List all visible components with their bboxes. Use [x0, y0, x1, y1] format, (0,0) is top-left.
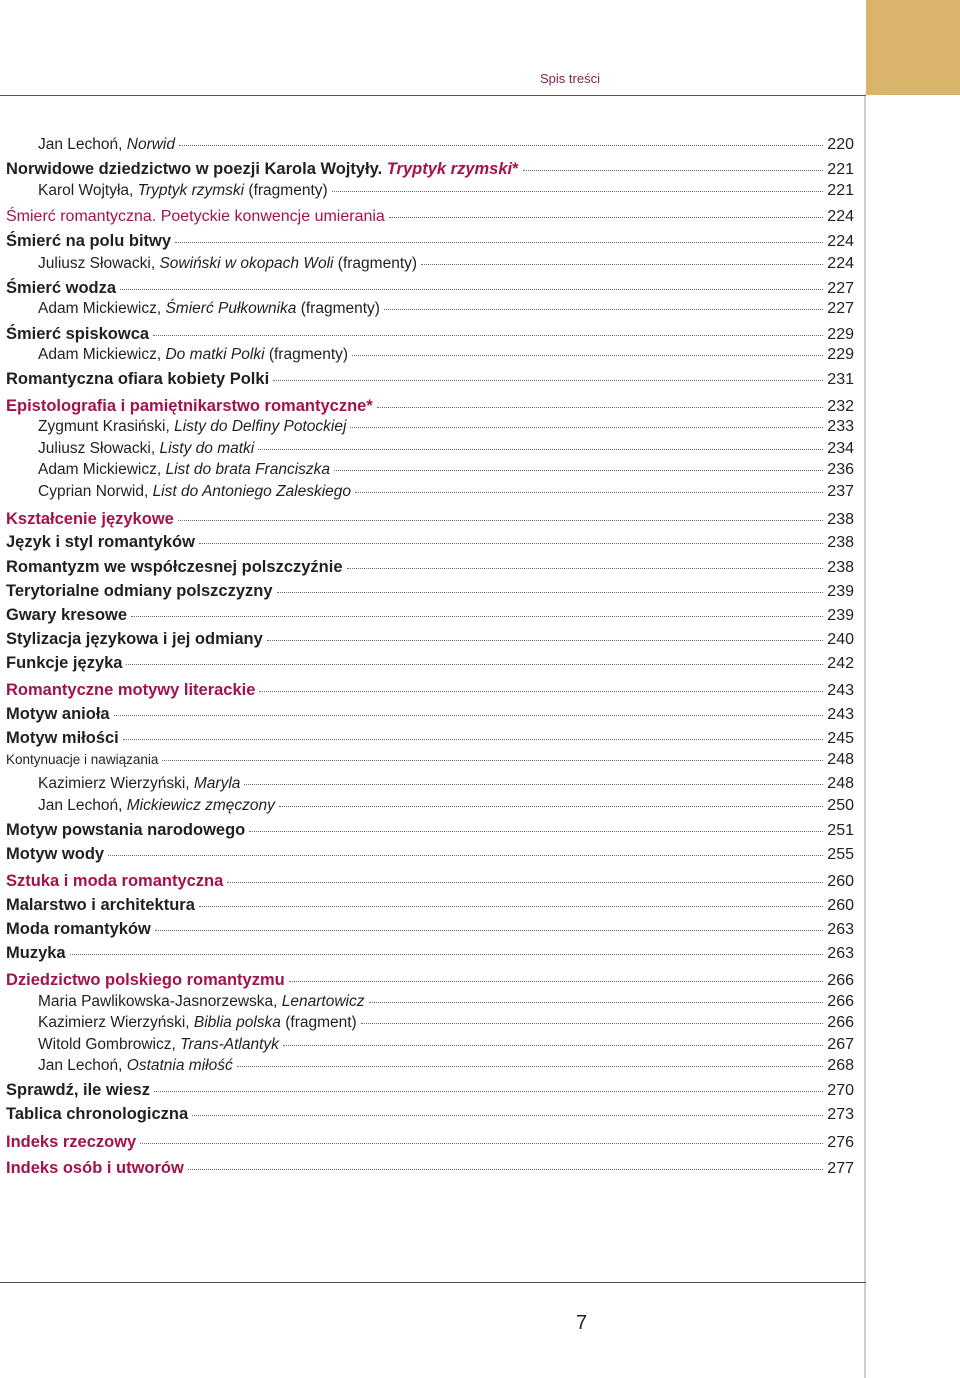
- toc-entry-title: [6, 1132, 136, 1152]
- toc-entry-suffix: (fragmenty): [296, 300, 380, 317]
- dot-leader: [199, 905, 823, 907]
- toc-entry-title: [6, 871, 223, 891]
- toc-entry-text: Karol Wojtyła,: [38, 182, 138, 199]
- toc-entry-page: 266: [827, 993, 854, 1010]
- toc-entry-title: [38, 1056, 233, 1076]
- toc-entry-page: 267: [827, 1036, 854, 1053]
- dot-leader: [249, 830, 823, 832]
- toc-entry-page: 255: [827, 846, 854, 863]
- toc-entry-title: [38, 1035, 279, 1055]
- dot-leader: [267, 639, 824, 641]
- toc-entry-text: Adam Mickiewicz,: [38, 461, 166, 478]
- toc-entry-title: [6, 844, 104, 864]
- toc-entry-text: Romantyczna ofiara kobiety Polki: [6, 370, 270, 388]
- toc-entry-title: [6, 396, 373, 416]
- toc-entry: [6, 324, 854, 345]
- toc-entry: [38, 992, 854, 1012]
- toc-entry-text: Adam Mickiewicz,: [38, 346, 166, 363]
- dot-leader: [123, 738, 824, 740]
- dot-leader: [155, 929, 823, 931]
- toc-entry-page: 243: [827, 706, 854, 723]
- toc-entry-page: 234: [827, 440, 854, 457]
- page-number: 7: [576, 1312, 588, 1334]
- toc-entry: [6, 1132, 854, 1153]
- toc-entry-text: Malarstwo i architektura: [6, 896, 195, 914]
- toc-entry-title: [6, 1158, 184, 1178]
- toc-entry: [38, 439, 854, 459]
- toc-entry-page: 266: [827, 972, 854, 989]
- toc-entry: [38, 299, 854, 319]
- dot-leader: [283, 1044, 823, 1046]
- footer-rule: [0, 1282, 866, 1283]
- toc-entry-text: Jan Lechoń,: [38, 797, 127, 814]
- toc-entry: [6, 820, 854, 841]
- toc-entry: [6, 750, 854, 770]
- toc-entry-suffix: (fragmenty): [244, 182, 328, 199]
- toc-entry: [6, 581, 854, 602]
- toc-entry-text: Maria Pawlikowska-Jasnorzewska,: [38, 993, 282, 1010]
- toc-entry-text: Motyw miłości: [6, 729, 119, 747]
- toc-entry: [6, 704, 854, 725]
- toc-entry-page: 266: [827, 1014, 854, 1031]
- toc-entry-text: Kazimierz Wierzyński,: [38, 1014, 194, 1031]
- toc-entry-page: 239: [827, 607, 854, 624]
- toc-entry-work-title: Ostatnia miłość: [126, 1057, 233, 1074]
- toc-entry-text: Motyw wody: [6, 845, 105, 863]
- toc-entry-text: Juliusz Słowacki,: [38, 255, 160, 272]
- toc-entry-work-title: Maryla: [193, 775, 241, 792]
- toc-entry: [38, 254, 854, 274]
- running-header: Spis treści: [540, 71, 600, 86]
- toc-entry: [38, 1013, 854, 1033]
- toc-entry-title: [6, 159, 519, 179]
- toc-entry-title: [38, 992, 365, 1012]
- toc-entry-title: [38, 181, 328, 201]
- toc-entry-page: 250: [827, 797, 854, 814]
- dot-leader: [258, 448, 823, 450]
- toc-entry: [38, 1056, 854, 1076]
- toc-entry: [6, 509, 854, 530]
- toc-entry-work-title: Mickiewicz zmęczony: [126, 797, 275, 814]
- toc-entry-text: Śmierć na polu bitwy: [6, 232, 172, 250]
- toc-entry-title: [6, 750, 158, 770]
- toc-entry-text: Norwidowe dziedzictwo w poezji Karola Wojtyły.: [6, 160, 387, 178]
- toc-entry-page: 240: [827, 631, 854, 648]
- toc-entry-page: 233: [827, 418, 854, 435]
- toc-entry-page: 273: [827, 1106, 854, 1123]
- toc-entry-page: 231: [827, 371, 854, 388]
- toc-entry-title: [6, 919, 151, 939]
- toc-entry-text: Kazimierz Wierzyński,: [38, 775, 194, 792]
- dot-leader: [347, 567, 824, 569]
- toc-entry-page: 220: [827, 136, 854, 153]
- toc-entry-title: [6, 581, 273, 601]
- dot-leader: [131, 615, 823, 617]
- toc-entry-text: Muzyka: [6, 944, 66, 962]
- toc-entry-title: [6, 820, 245, 840]
- toc-entry: [6, 943, 854, 964]
- toc-entry-title: [38, 439, 254, 459]
- toc-entry-text: Kształcenie językowe: [6, 510, 174, 528]
- dot-leader: [120, 288, 823, 290]
- toc-entry-page: 245: [827, 730, 854, 747]
- toc-entry-text: Śmierć romantyczna. Poetyckie konwencje umierania: [6, 208, 385, 225]
- toc-entry: [6, 1104, 854, 1125]
- toc-entry-title: [6, 278, 116, 298]
- toc-entry-text: Jan Lechoń,: [38, 136, 127, 153]
- toc-entry-page: 227: [827, 300, 854, 317]
- toc-entry-suffix: (fragmenty): [264, 346, 349, 363]
- toc-entry-title: [38, 482, 351, 502]
- toc-entry-page: 260: [827, 873, 854, 890]
- toc-entry: [38, 460, 854, 480]
- toc-entry-text: Cyprian Norwid,: [38, 483, 153, 500]
- toc-entry: [6, 159, 854, 180]
- toc-entry: [6, 629, 854, 650]
- dot-leader: [361, 1022, 824, 1024]
- toc-entry-text: Dziedzictwo polskiego romantyzmu: [6, 971, 285, 989]
- toc-entry-title: [6, 231, 171, 251]
- dot-leader: [70, 953, 824, 955]
- toc-entry-work-title: Biblia polska: [193, 1014, 281, 1031]
- toc-entry: [6, 680, 854, 701]
- dot-leader: [114, 714, 824, 716]
- toc-entry-text: Jan Lechoń,: [38, 1057, 127, 1074]
- toc-entry-page: 251: [827, 822, 854, 839]
- toc-entry-page: 237: [827, 483, 854, 500]
- toc-entry-title: [6, 557, 343, 577]
- toc-entry-page: 277: [827, 1160, 854, 1177]
- toc-entry-text: Funkcje języka: [6, 654, 123, 672]
- toc-entry-page: 221: [827, 161, 854, 178]
- toc-entry-title: [38, 796, 275, 816]
- dot-leader: [352, 354, 823, 356]
- toc-entry-title: [6, 532, 195, 552]
- toc-entry-title: [6, 324, 149, 344]
- toc-entry: [38, 181, 854, 201]
- toc-entry: [6, 1080, 854, 1101]
- toc-entry-page: 229: [827, 346, 854, 363]
- toc-entry: [38, 796, 854, 816]
- toc-entry-text: Język i styl romantyków: [6, 533, 195, 551]
- toc-entry: [6, 369, 854, 390]
- toc-entry-title: [38, 1013, 357, 1033]
- toc-entry-title: [6, 629, 263, 649]
- toc-entry-suffix: (fragment): [280, 1014, 357, 1031]
- toc-entry: [38, 417, 854, 437]
- toc-entry-page: 238: [827, 511, 854, 528]
- toc-entry-title: [6, 680, 255, 700]
- toc-entry-page: 224: [827, 255, 854, 272]
- toc-entry-text: Moda romantyków: [6, 920, 151, 938]
- toc-entry-page: 224: [827, 208, 854, 225]
- toc-entry-title: [38, 254, 417, 274]
- toc-entry-work-title: Do matki Polki: [165, 346, 265, 363]
- toc-entry-title: [6, 1104, 188, 1124]
- dot-leader: [153, 334, 823, 336]
- dot-leader: [237, 1065, 824, 1067]
- toc-entry-page: 268: [827, 1057, 854, 1074]
- toc-entry-page: 276: [827, 1134, 854, 1151]
- toc-entry-title: [38, 345, 348, 365]
- toc-entry-text: Adam Mickiewicz,: [38, 300, 166, 317]
- toc-entry: [6, 1158, 854, 1179]
- toc-entry-text: Indeks osób i utworów: [6, 1159, 184, 1177]
- toc-entry: [6, 871, 854, 892]
- toc-entry-title: [6, 207, 385, 227]
- toc-entry: [38, 345, 854, 365]
- toc-entry-title: [38, 417, 346, 437]
- toc-entry-work-title: List do Antoniego Zaleskiego: [152, 483, 352, 500]
- toc-entry-page: 270: [827, 1082, 854, 1099]
- toc-entry-title: [6, 653, 122, 673]
- toc-entry: [38, 774, 854, 794]
- toc-entry-work-title: Listy do Delfiny Potockiej: [174, 418, 347, 435]
- margin-rule: [864, 95, 866, 1378]
- dot-leader: [369, 1001, 824, 1003]
- toc-entry-page: 243: [827, 682, 854, 699]
- toc-entry: [6, 231, 854, 252]
- toc-entry-work-title: Listy do matki: [159, 440, 255, 457]
- toc-entry-work-title: List do brata Franciszka: [165, 461, 331, 478]
- toc-entry-text: Śmierć wodza: [6, 279, 117, 297]
- dot-leader: [140, 1142, 823, 1144]
- toc-entry: [6, 728, 854, 749]
- toc-entry: [6, 207, 854, 227]
- dot-leader: [192, 1114, 823, 1116]
- toc-entry-text: Zygmunt Krasiński,: [38, 418, 175, 435]
- dot-leader: [377, 406, 824, 408]
- toc-entry-title: [6, 509, 174, 529]
- dot-leader: [259, 690, 823, 692]
- toc-entry-page: 238: [827, 559, 854, 576]
- toc-entry: [6, 532, 854, 553]
- toc-entry-page: 227: [827, 280, 854, 297]
- toc-entry-text: Motyw powstania narodowego: [6, 821, 246, 839]
- dot-leader: [279, 805, 823, 807]
- dot-leader: [384, 308, 823, 310]
- dot-leader: [277, 591, 824, 593]
- toc-entry-text: Epistolografia i pamiętnikarstwo romantyczne*: [6, 397, 373, 415]
- corner-accent-block: [866, 0, 960, 95]
- toc-entry: [38, 482, 854, 502]
- toc-entry-title: [38, 460, 330, 480]
- toc-entry: [6, 970, 854, 991]
- toc-entry: [6, 396, 854, 417]
- toc-entry: [6, 557, 854, 578]
- toc-entry-page: 239: [827, 583, 854, 600]
- toc-entry-text: Gwary kresowe: [6, 606, 128, 624]
- dot-leader: [179, 144, 823, 146]
- toc-entry-page: 263: [827, 945, 854, 962]
- toc-entry-text: Motyw anioła: [6, 705, 110, 723]
- dot-leader: [154, 1090, 823, 1092]
- toc-entry: [6, 653, 854, 674]
- toc-entry: [6, 844, 854, 865]
- toc-entry-title: [6, 369, 269, 389]
- toc-entry-suffix: *: [512, 160, 519, 178]
- toc-entry-work-title: Trans-Atlantyk: [180, 1036, 279, 1053]
- toc-entry: [6, 919, 854, 940]
- toc-entry-text: Juliusz Słowacki,: [38, 440, 160, 457]
- dot-leader: [178, 519, 823, 521]
- dot-leader: [332, 190, 824, 192]
- toc-entry-page: 229: [827, 326, 854, 343]
- toc-entry-title: [6, 605, 127, 625]
- toc-entry-work-title: Norwid: [126, 136, 175, 153]
- toc-entry-work-title: Sowiński w okopach Woli: [159, 255, 334, 272]
- toc-entry-page: 248: [827, 751, 854, 768]
- toc-entry-title: [38, 299, 380, 319]
- dot-leader: [188, 1168, 823, 1170]
- dot-leader: [389, 216, 823, 218]
- toc-entry-suffix: (fragmenty): [333, 255, 418, 272]
- toc-entry-page: 238: [827, 534, 854, 551]
- toc-entry-work-title: Lenartowicz: [281, 993, 365, 1010]
- toc-entry: [6, 605, 854, 626]
- toc-entry-title: [6, 943, 66, 963]
- dot-leader: [334, 469, 823, 471]
- toc-entry-title: [6, 970, 285, 990]
- toc-entry-title: [38, 135, 175, 155]
- toc-entry-work-title: Tryptyk rzymski: [137, 182, 245, 199]
- dot-leader: [273, 379, 823, 381]
- dot-leader: [199, 542, 823, 544]
- toc-entry-text: Indeks rzeczowy: [6, 1133, 137, 1151]
- toc-entry-work-title: Tryptyk rzymski: [386, 160, 513, 178]
- toc-entry-text: Tablica chronologiczna: [6, 1105, 189, 1123]
- toc-entry-page: 242: [827, 655, 854, 672]
- dot-leader: [175, 241, 823, 243]
- toc-entry-page: 232: [827, 398, 854, 415]
- toc-entry-title: [6, 728, 119, 748]
- toc-entry: [38, 135, 854, 155]
- toc-entry-text: Romantyzm we współczesnej polszczyźnie: [6, 558, 343, 576]
- toc-entry-title: [6, 704, 110, 724]
- toc-entry-text: Stylizacja językowa i jej odmiany: [6, 630, 263, 648]
- toc-entry-text: Romantyczne motywy literackie: [6, 681, 256, 699]
- toc-entry-title: [38, 774, 240, 794]
- toc-entry-page: 263: [827, 921, 854, 938]
- toc-entry-text: Witold Gombrowicz,: [38, 1036, 181, 1053]
- toc-entry-page: 236: [827, 461, 854, 478]
- toc-entry: [6, 895, 854, 916]
- toc-entry-page: 248: [827, 775, 854, 792]
- dot-leader: [523, 169, 824, 171]
- toc-entry-page: 224: [827, 233, 854, 250]
- toc-entry: [38, 1035, 854, 1055]
- toc-entry-work-title: Śmierć Pułkownika: [165, 300, 297, 317]
- dot-leader: [244, 783, 823, 785]
- dot-leader: [162, 759, 823, 761]
- toc-entry-title: [6, 1080, 150, 1100]
- toc-entry-text: Śmierć spiskowca: [6, 325, 150, 343]
- toc-entry: [6, 278, 854, 299]
- dot-leader: [350, 426, 823, 428]
- dot-leader: [227, 881, 823, 883]
- dot-leader: [421, 263, 823, 265]
- toc-entry-text: Sprawdź, ile wiesz: [6, 1081, 150, 1099]
- toc-entry-title: [6, 895, 195, 915]
- toc-entry-text: Sztuka i moda romantyczna: [6, 872, 224, 890]
- dot-leader: [108, 854, 823, 856]
- dot-leader: [355, 491, 823, 493]
- toc-entry-page: 260: [827, 897, 854, 914]
- dot-leader: [126, 663, 823, 665]
- toc-entry-text: Terytorialne odmiany polszczyzny: [6, 582, 273, 600]
- dot-leader: [289, 980, 824, 982]
- toc-entry-text: Kontynuacje i nawiązania: [6, 752, 159, 767]
- header-rule: [0, 95, 866, 96]
- toc-entry-page: 221: [827, 182, 854, 199]
